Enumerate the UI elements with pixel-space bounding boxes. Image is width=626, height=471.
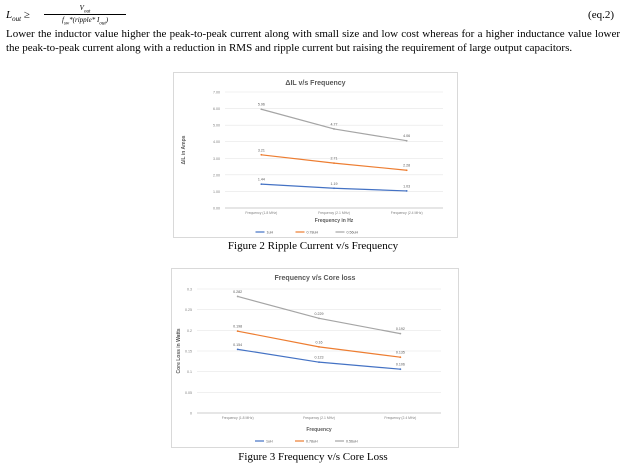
data-point [406,169,408,171]
data-label: 0.229 [314,311,324,316]
y-tick-label: 0 [190,411,192,416]
data-label: 0.135 [395,350,405,355]
data-label: 1.03 [403,184,411,189]
x-axis-title: Frequency [306,427,332,433]
y-tick-label: 3.00 [213,156,220,161]
data-label: 2.71 [330,156,338,161]
equation-numerator: $V_{out}$ [79,4,91,15]
y-tick-label: 0.25 [185,308,192,313]
data-point [260,154,262,156]
data-point [406,190,408,192]
data-label: 0.123 [314,355,324,360]
data-label: 0.106 [395,362,405,367]
data-label: 4.77 [330,122,338,127]
data-point [333,162,335,164]
y-axis-title: Core Loss in Watts [176,328,182,374]
legend-label: 0.78uH [306,439,318,444]
data-point [237,348,239,350]
y-tick-label: 4.00 [213,140,220,145]
data-point [260,183,262,185]
data-label: 0.16 [315,340,323,345]
x-tick-label: Frequency (1.8 MHz) [245,211,278,215]
equation-lhs: $L_{out}$ ≥ [6,9,30,24]
figure-2-caption: Figure 2 Ripple Current v/s Frequency [227,240,399,252]
data-point [260,108,262,110]
data-point [333,187,335,189]
equation-denominator: $f_{sw}*(ripple*$ $I_{out}$) [61,16,109,27]
legend-label: 0.56uH [346,230,359,235]
data-label: 1.19 [330,181,338,186]
x-tick-label: Frequency (2.1 MHz) [318,211,350,215]
chart-title: ΔIL v/s Frequency [285,80,346,87]
y-tick-label: 0.1 [187,370,192,375]
y-tick-label: 1.00 [213,189,220,194]
data-point [237,330,239,332]
data-label: 0.282 [233,289,243,294]
chart-title: Frequency v/s Core loss [274,275,356,282]
y-tick-label: 0.00 [213,206,220,211]
data-label: 2.28 [403,163,411,168]
chart-ripple-current [173,72,458,238]
data-point [406,140,408,142]
x-tick-label: Frequency (2.4 MHz) [384,416,417,420]
data-point [318,361,320,363]
y-tick-label: 5.00 [213,123,220,128]
data-label: 3.21 [257,148,265,153]
y-tick-label: 0.05 [185,390,192,395]
data-point [399,356,401,358]
y-tick-label: 7.00 [213,90,220,95]
data-point [318,317,320,319]
figure-3-caption: Figure 3 Frequency v/s Core Loss [238,451,388,463]
y-axis-title: ΔIL in Amps [181,135,187,165]
y-tick-label: 6.00 [213,107,220,112]
y-tick-label: 2.00 [213,173,220,178]
data-point [399,368,401,370]
figure-3 [171,268,459,448]
y-tick-label: 0.3 [187,287,192,292]
data-point [318,346,320,348]
data-point [399,333,401,335]
data-label: 0.198 [233,324,243,329]
legend-label: 0.56uH [346,439,358,444]
y-tick-label: 0.15 [185,349,192,354]
data-label: 4.06 [403,134,411,139]
x-axis-title: Frequency in Hz [314,218,354,224]
chart-core-loss [171,268,459,448]
legend-label: 0.78uH [306,230,319,235]
legend-label: 1uH [266,439,273,444]
equation-fraction [44,4,126,25]
data-label: 0.154 [233,342,243,347]
data-label: 0.192 [395,327,405,332]
equation-tag: (eq.2) [588,9,614,21]
data-point [237,296,239,298]
y-tick-label: 0.2 [187,328,192,333]
legend-label: 1uH [266,230,274,235]
figure-2 [173,72,458,238]
data-point [333,128,335,130]
data-label: 5.96 [257,102,265,107]
x-tick-label: Frequency (2.1 MHz) [303,416,335,420]
body-paragraph: Lower the inductor value higher the peak-to-peak current along with small size and low cost whereas for a higher inductance value lower the peak-to-peak current along with a reduction in RMS and ripple current but raising the requirement of large output capacitors. [6,28,620,55]
data-label: 1.44 [257,177,265,182]
x-tick-label: Frequency (1.8 MHz) [221,416,254,420]
x-tick-label: Frequency (2.4 MHz) [390,211,423,215]
